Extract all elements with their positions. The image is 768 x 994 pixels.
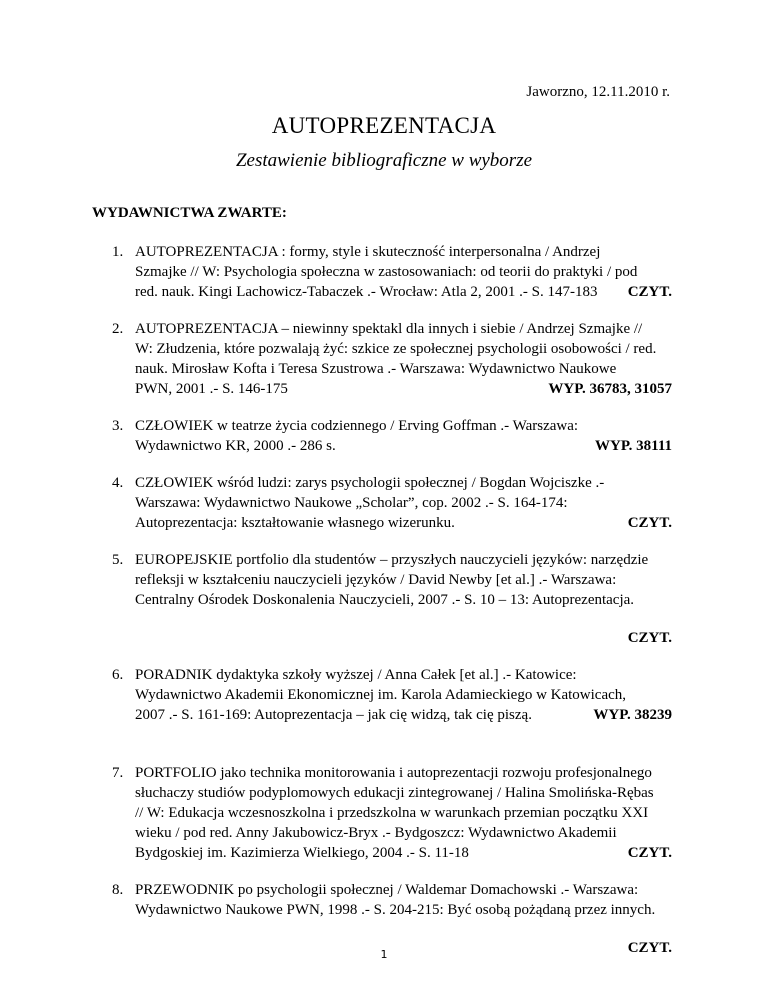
- bib-entry-line: Wydawnictwo KR, 2000 .- 286 s.: [135, 438, 336, 454]
- bib-entry: [112, 550, 672, 648]
- bib-entry-line: Centralny Ośrodek Doskonalenia Nauczycieli, 2007 .- S. 10 – 13: Autoprezentacja.: [135, 592, 635, 608]
- bib-entry: [112, 416, 672, 456]
- page-subtitle: Zestawienie bibliograficzne w wyborze: [235, 150, 533, 171]
- bib-entry-line: red. nauk. Kingi Lachowicz-Tabaczek .- Wrocław: Atla 2, 2001 .- S. 147-183: [135, 284, 598, 300]
- bib-entry-line: Warszawa: Wydawnictwo Naukowe „Scholar”, cop. 2002 .- S. 164-174:: [135, 495, 568, 511]
- bib-entry-line: CZŁOWIEK wśród ludzi: zarys psychologii społecznej / Bogdan Wojciszke .-: [135, 475, 605, 491]
- call-number: WYP. 38239: [593, 707, 672, 723]
- bib-entry-line: Bydgoskiej im. Kazimierza Wielkiego, 2004 .- S. 11-18: [135, 845, 469, 861]
- bib-entry-line: wieku / pod red. Anny Jakubowicz-Bryx .- Bydgoszcz: Wydawnictwo Akademii: [135, 825, 617, 841]
- bib-entry-number: 3.: [112, 418, 124, 434]
- bib-entry-line: Wydawnictwo Naukowe PWN, 1998 .- S. 204-215: Być osobą pożądaną przez innych.: [135, 902, 656, 918]
- call-number: CZYT.: [627, 940, 672, 956]
- bib-entry-line: refleksji w kształceniu nauczycieli języków / David Newby [et al.] .- Warszawa:: [135, 572, 617, 588]
- bib-entry-line: Szmajke // W: Psychologia społeczna w zastosowaniach: od teorii do praktyki / pod: [135, 264, 638, 280]
- bib-entry-last-line: [135, 843, 672, 863]
- bib-entry-line: AUTOPREZENTACJA : formy, style i skuteczność interpersonalna / Andrzej: [135, 244, 601, 260]
- call-number: CZYT.: [627, 845, 672, 861]
- bib-entry-last-line: [135, 379, 672, 399]
- bib-entry-number: 2.: [112, 321, 124, 337]
- bib-entry-line: słuchaczy studiów podyplomowych edukacji zintegrowanej / Halina Smolińska-Rębas: [135, 785, 654, 801]
- bib-entry-last-line: [135, 436, 672, 456]
- bib-entry-number: 7.: [112, 765, 124, 781]
- bib-entry-last-line: [135, 705, 672, 725]
- call-number: WYP. 36783, 31057: [548, 381, 672, 397]
- call-number: CZYT.: [627, 630, 672, 646]
- bib-entry: [112, 473, 672, 533]
- bib-entry-line: nauk. Mirosław Kofta i Teresa Szustrowa .- Warszawa: Wydawnictwo Naukowe: [135, 361, 617, 377]
- bib-entry: [112, 880, 672, 958]
- bib-entry-line: W: Złudzenia, które pozwalają żyć: szkice ze społecznej psychologii osobowości / red.: [135, 341, 657, 357]
- bib-entry: [112, 319, 672, 399]
- bib-entry-line: PORTFOLIO jako technika monitorowania i autoprezentacji rozwoju profesjonalnego: [135, 765, 652, 781]
- bib-entry-line: Wydawnictwo Akademii Ekonomicznej im. Karola Adamieckiego w Katowicach,: [135, 687, 627, 703]
- bib-entry-line: PRZEWODNIK po psychologii społecznej / Waldemar Domachowski .- Warszawa:: [135, 882, 639, 898]
- bib-entry-number: 8.: [112, 882, 124, 898]
- bib-entry-line: Autoprezentacja: kształtowanie własnego wizerunku.: [135, 515, 455, 531]
- bib-entry-number: 1.: [112, 244, 124, 260]
- bibliography-list: [112, 242, 672, 958]
- bib-entry-line: PORADNIK dydaktyka szkoły wyższej / Anna Całek [et al.] .- Katowice:: [135, 667, 577, 683]
- bib-entry-number: 4.: [112, 475, 124, 491]
- bib-entry: [112, 665, 672, 725]
- call-number: WYP. 38111: [595, 438, 672, 454]
- bib-entry-line: PWN, 2001 .- S. 146-175: [135, 381, 288, 397]
- call-number: CZYT.: [627, 515, 672, 531]
- page-title: AUTOPREZENTACJA: [271, 113, 497, 138]
- bib-entry-number: 6.: [112, 667, 124, 683]
- bib-entry-line: AUTOPREZENTACJA – niewinny spektakl dla innych i siebie / Andrzej Szmajke //: [135, 321, 643, 337]
- bib-entry-line: // W: Edukacja wczesnoszkolna i przedszkolna w warunkach przemian początku XXI: [135, 805, 649, 821]
- bib-entry: [112, 763, 672, 863]
- bib-entry-line: EUROPEJSKIE portfolio dla studentów – przyszłych nauczycieli języków: narzędzie: [135, 552, 649, 568]
- bib-entry-last-line: [135, 513, 672, 533]
- bib-entry-last-line: [135, 282, 672, 302]
- bib-entry-line: 2007 .- S. 161-169: Autoprezentacja – jak cię widzą, tak cię piszą.: [135, 707, 532, 723]
- date-line: Jaworzno, 12.11.2010 r.: [526, 84, 670, 100]
- page-number: 1: [380, 948, 388, 961]
- call-number: CZYT.: [627, 284, 672, 300]
- bib-entry: [112, 242, 672, 302]
- bib-entry-line: CZŁOWIEK w teatrze życia codziennego / Erving Goffman .- Warszawa:: [135, 418, 579, 434]
- bib-entry-number: 5.: [112, 552, 124, 568]
- section-heading: WYDAWNICTWA ZWARTE:: [92, 205, 287, 221]
